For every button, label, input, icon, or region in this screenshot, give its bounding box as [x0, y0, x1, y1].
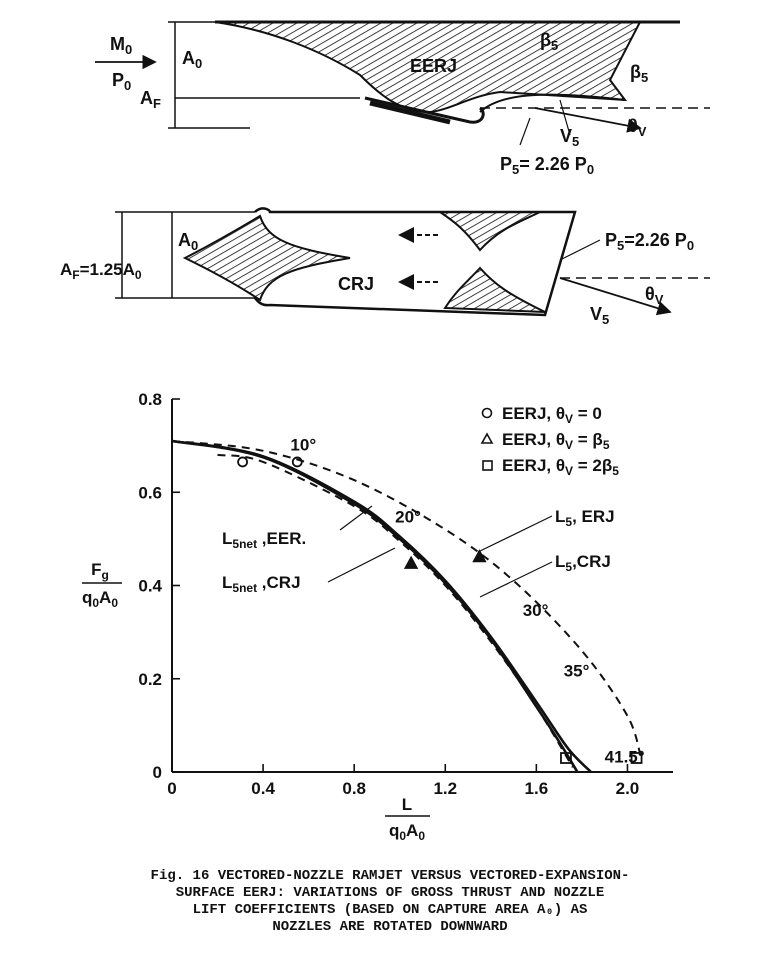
y-tick-label: 0.4 [138, 576, 162, 596]
chart-points [238, 457, 641, 763]
x-tick-label: 0.4 [251, 779, 275, 798]
leader-l5-crj [480, 562, 552, 597]
inlet-mach-label: $M_0$ [110, 34, 133, 57]
crj-exit-velocity-label: $V_5$ [590, 304, 610, 327]
crj-lower-throat [445, 268, 545, 312]
series-label-l5net-crj: $L_{5net}$ ,CRJ [222, 573, 301, 595]
series-line [172, 441, 641, 758]
angle-label: 10° [290, 435, 317, 455]
x-tick-label: 0 [167, 779, 177, 798]
chart-axes [138, 390, 673, 798]
eerj-beta-lower-label: $\beta_5$ [630, 62, 649, 85]
crj-capture-area-label: $A_0$ [178, 230, 199, 253]
x-tick-label: 2.0 [615, 779, 640, 798]
eerj-nozzle-diagram [95, 22, 710, 177]
crj-vector-angle-label: $\theta_V$ [645, 284, 664, 307]
legend-circle-marker [483, 409, 492, 418]
legend-entry-circle: EERJ, $\theta_V = 0$ [502, 404, 602, 426]
crj-upper-throat [440, 212, 540, 250]
leader-l5net-eer [340, 506, 372, 530]
svg-text:Fg: $F_g$ [91, 560, 109, 582]
x-tick-label: 1.2 [433, 779, 458, 798]
leader-l5net-crj [328, 548, 395, 582]
crj-centerbody [185, 216, 350, 300]
figure-caption: Fig. 16 VECTORED-NOZZLE RAMJET VERSUS VECTORED-EXPANSION- SURFACE EERJ: VARIATIONS OF GROSS THRUST AND NOZZLE LIFT COEFFICIENTS (BASED ON CAPTURE AREA A₀) AS NOZZLES ARE ROTATED DOWNWARD [150, 868, 630, 935]
chart-legend [482, 404, 619, 478]
series-label-l5-crj: $L_5,CRJ$ [555, 552, 611, 574]
legend-square-marker [483, 461, 492, 470]
inlet-pressure-label: $P_0$ [112, 70, 132, 93]
y-tick-label: 0.6 [138, 483, 162, 503]
svg-text:q0A0: $q_0A_0$ [388, 821, 426, 843]
y-axis-label-num: F [91, 560, 102, 579]
angle-label: 41.5° [604, 747, 645, 767]
eerj-body-label: EERJ [410, 56, 458, 76]
crj-exit-pressure-label: $P_5=2.26$ $P_0$ [605, 230, 695, 253]
chart-series [172, 441, 641, 772]
eerj-expansion-surface [480, 95, 625, 112]
eerj-exit-pressure-label: $P_5= 2.26$ $P_0$ [500, 154, 595, 177]
eerj-beta-upper-label: $\beta_5$ [540, 30, 559, 53]
legend-triangle-marker [482, 434, 492, 443]
angle-label: 20° [395, 507, 421, 527]
svg-text:q0A0: $q_0A_0$ [81, 588, 119, 610]
eerj-vector-angle-label: $\theta_V$ [628, 116, 647, 139]
crj-body-label: CRJ [338, 274, 375, 294]
eerj-exit-velocity-label: $V_5$ [560, 126, 580, 149]
angle-label: 35° [563, 661, 590, 681]
x-axis-label [385, 795, 430, 843]
crj-nozzle-diagram [60, 208, 710, 327]
y-axis-label [82, 560, 122, 610]
crj-throat-area-label: $A_F=1.25A_0$ [60, 260, 142, 282]
series-label-l5-erj: $L_5$, ERJ [555, 507, 615, 529]
series-line [218, 455, 573, 767]
data-point-triangle [405, 557, 417, 568]
legend-entry-square: EERJ, $\theta_V = 2\beta_5$ [502, 456, 619, 478]
eerj-capture-area-label: $A_0$ [182, 48, 203, 71]
y-tick-label: 0 [152, 763, 162, 782]
angle-label: 30° [522, 600, 549, 620]
series-label-l5net-eer: $L_{5net}$ ,EER. [222, 529, 307, 551]
data-point-circle [238, 457, 247, 466]
chart-angle-labels [290, 435, 644, 766]
eerj-throat-area-label: $A_F$ [140, 88, 161, 111]
thrust-lift-chart [82, 390, 673, 843]
eerj-exit-arrow [535, 108, 640, 128]
y-tick-label: 0.8 [138, 390, 162, 409]
svg-text:L: L [401, 795, 413, 814]
x-tick-label: 1.6 [524, 779, 549, 798]
y-tick-label: 0.2 [138, 669, 162, 689]
leader-l5-erj [478, 516, 552, 552]
eerj-p5-leader [520, 118, 530, 145]
x-tick-label: 0.8 [342, 779, 367, 798]
legend-entry-triangle: EERJ, $\theta_V = \beta_5$ [502, 430, 610, 452]
